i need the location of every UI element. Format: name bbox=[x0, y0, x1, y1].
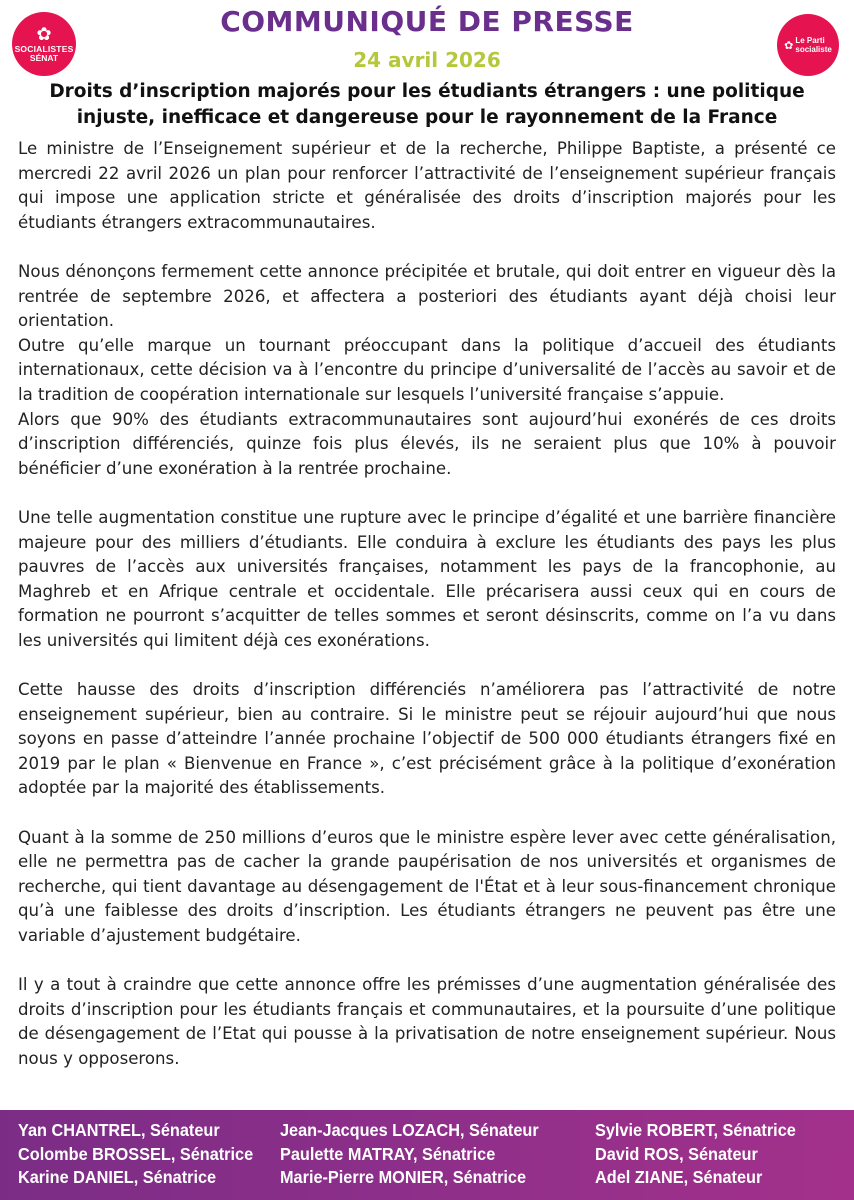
header bbox=[0, 0, 854, 135]
headline: Droits d’inscription majorés pour les étudiants étrangers : une politique injuste, inefficace et dangereuse pour le rayonnement de la France bbox=[49, 81, 805, 128]
signatory: Sylvie ROBERT, Sénatrice bbox=[595, 1120, 796, 1140]
parti-socialiste-logo bbox=[777, 14, 839, 76]
logo-left-line2: SÉNAT bbox=[29, 53, 59, 63]
signatory: Yan CHANTREL, Sénateur bbox=[18, 1120, 220, 1140]
rose-icon: ✿ bbox=[36, 24, 52, 44]
paragraph: Outre qu’elle marque un tournant préoccupant dans la politique d’accueil des étudiants internationaux, cette décision va à l’encontre du principe d’universalité de l’accès au savoir et de la tradition de coopération internationale sur lesquels l’université française s’appuie. bbox=[18, 335, 836, 404]
page-title: COMMUNIQUÉ DE PRESSE bbox=[220, 5, 634, 38]
logo-right-line2: socialiste bbox=[795, 45, 832, 54]
signatory: Paulette MATRAY, Sénatrice bbox=[280, 1143, 496, 1164]
paragraph: Quant à la somme de 250 millions d’euros que le ministre espère lever avec cette généralisation, elle ne permettra pas de cacher la grande paupérisation de nos universités et organismes de recherche, qui tient davantage au désengagement de l'État et à leur sous-financement chronique qu’à une faiblesse des droits d’inscription. Les étudiants étrangers ne peuvent pas être une variable d’ajustement budgétaire. bbox=[18, 827, 836, 945]
signatory: David ROS, Sénateur bbox=[595, 1143, 758, 1164]
signatories-footer bbox=[0, 1110, 854, 1200]
signatory: Adel ZIANE, Sénateur bbox=[595, 1167, 763, 1187]
paragraph: Une telle augmentation constitue une rupture avec le principe d’égalité et une barrière financière majeure pour des milliers d’étudiants. Elle conduira à exclure les étudiants des pays les plus pauvres de l’accès aux universités françaises, notamment les pays de la francophonie, au Maghreb et en Afrique centrale et occidentale. Elle précarisera aussi ceux qui en cours de formation ne pourront s’acquitter de telles sommes et seront désinscrits, comme on l’a vu dans les universités qui limitent déjà ces exonérations. bbox=[18, 507, 836, 650]
signatory: Jean-Jacques LOZACH, Sénateur bbox=[280, 1120, 539, 1140]
logo-left-line1: SOCIALISTES bbox=[14, 44, 74, 54]
press-body bbox=[18, 137, 836, 1072]
logo-right-line1: Le Parti bbox=[795, 36, 825, 45]
signatory: Colombe BROSSEL, Sénatrice bbox=[18, 1143, 254, 1164]
signatories-column bbox=[595, 1119, 796, 1190]
signatory: Marie-Pierre MONIER, Sénatrice bbox=[280, 1167, 527, 1187]
signatories-column bbox=[18, 1119, 253, 1190]
paragraph: Cette hausse des droits d’inscription différenciés n’améliorera pas l’attractivité de notre enseignement supérieur, bien au contraire. Si le ministre peut se réjouir aujourd’hui que nous soyons en passe d’atteindre l’année prochaine l’objectif de 500 000 étudiants étrangers fixé en 2019 par le plan « Bienvenue en France », c’est précisément grâce à la politique d’exonération adoptée par la majorité des établissements. bbox=[18, 680, 836, 798]
signatory: Karine DANIEL, Sénatrice bbox=[18, 1167, 217, 1187]
signatories-column bbox=[280, 1119, 539, 1190]
press-date: 24 avril 2026 bbox=[353, 48, 501, 72]
paragraph: Alors que 90% des étudiants extracommunautaires sont aujourd’hui exonérés de ces droits d’inscription différenciés, quinze fois plus élevés, ils ne seraient plus que 10% à pouvoir bénéficier d’une exonération à la rentrée prochaine. bbox=[18, 409, 836, 478]
rose-icon: ✿ bbox=[784, 39, 794, 52]
paragraph: Il y a tout à craindre que cette annonce offre les prémisses d’une augmentation généralisée des droits d’inscription pour les étudiants français et communautaires, et la poursuite d’une politique de désengagement de l’Etat qui pousse à la privatisation de notre enseignement supérieur. Nous nous y opposerons. bbox=[18, 975, 836, 1068]
paragraph: Le ministre de l’Enseignement supérieur et de la recherche, Philippe Baptiste, a présenté ce mercredi 22 avril 2026 un plan pour renforcer l’attractivité de l’enseignement supérieur français qui impose une application stricte et généralisée des droits d’inscription majorés pour les étudiants étrangers extracommunautaires. bbox=[18, 139, 836, 232]
paragraph: Nous dénonçons fermement cette annonce précipitée et brutale, qui doit entrer en vigueur dès la rentrée de septembre 2026, et affectera a posteriori des étudiants ayant déjà choisi leur orientation. bbox=[18, 261, 836, 331]
